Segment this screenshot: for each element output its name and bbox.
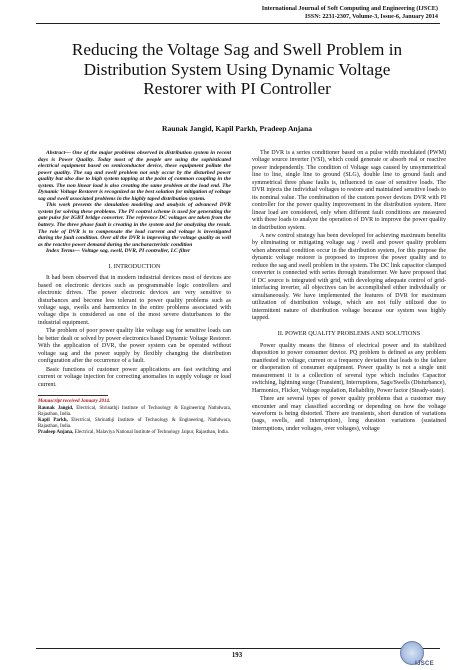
title-line-2: Distribution System Using Dynamic Voltage [83,59,391,79]
power-quality-paragraph-1: Power quality means the fitness of electrical power and its stabilized disposition to power consumer device. PQ problem is defined as any problem manifested in voltage, current or a frequency deviation that leads to the failure or disoperation of consumer equipment. Power quality is not a single unit measurement it is a collection of several type which includes Capacitor switching, lightning surge (Transient), Interruptions, Sags/Swells (Disturbance), Harmonics, Flicker, Voltage regulation, Reliability, Power factor (Steady-state). [252,342,446,394]
author-footnotes [38,399,231,437]
footnote-divider [38,395,108,396]
page-number: 193 [231,652,243,659]
footnote-author-3-affiliation: Electrical, Malaviya National Institute of Technology Jaipur, Rajasthan, India. [73,430,229,436]
right-column [252,150,446,434]
footnote-author-2-affiliation: Electrical, Shrinathji Institute of Technology & Engineering, Nathdwara, Rajasthan, India. [38,418,231,430]
footnote-author-2 [38,418,231,430]
abstract-paragraph-1: Abstract— One of the major problems observed in distribution system in recent days is Power Quality. Today most of the people are using the sophisticated electrical equipment based on semiconductor device, these equipment pollute the power quality. The sag and swell problem not only occur by the disturbed power quality but also due to high system tapping at the point of common coupling in the system. The non linear load is also creating the same problem at the load end. The Dynamic Voltage Restorer is recognized as the best solution for mitigation of voltage sag and swell associated problems in the highly taped distribution system. [38,150,231,202]
logo-text: IJSCE [415,661,434,667]
footnote-author-3-name: Pradeep Anjana, [38,430,74,436]
footnote-author-2-name: Kapil Parkh, [38,418,68,424]
footer-divider [36,648,440,649]
header-divider [36,23,440,24]
dvr-paragraph-1: The DVR is a series conditioner based on a pulse width modulated (PWM) voltage source inverter (VSI), which could generate or absorb real or reactive power independently. The condition of Voltage sags caused by unsymmetrical line to line, single line to ground (SLG), double line to ground fault and symmetrical three phase faults is, influenced in case of sensitive loads. The DVR injects the individual voltages to restore and maintained sensitive loads to its nominal value. The combination of the custom power devices DVR with PI controller for the power quality improvement in the distribution system. Here linear load are considered, only when different fault conditions are measured with these loads to analyze the operation of DVR to improve the power quality in distribution system. [252,150,446,231]
title-line-3: Restorer with PI Controller [143,79,331,98]
footnote-author-1-name: Raunak Jangid, [38,405,74,411]
journal-header [262,5,438,20]
journal-issn: ISSN: 2231-2307, Volume-3, Issue-6, January 2014 [304,12,438,20]
journal-name: International Journal of Soft Computing and Engineering (IJSCE) [261,5,438,12]
section-heading-introduction: I. INTRODUCTION [108,262,161,270]
paper-title [40,40,434,99]
index-terms: Index Terms— Voltage sag, swell, DVR, PI controller, LC filter [46,248,191,255]
author-list: Raunak Jangid, Kapil Parkh, Pradeep Anjana [161,124,312,133]
dvr-paragraph-2: A new control strategy has been developed for achieving maximum benefits by eliminating or mitigating voltage sag / swell and power quality problem when abnormal condition occur in the distribution system, for this purpose the dynamic voltage restorer is proposed to improve the power quality and to reduce the sag and swell problem in the system. The DC link capacitor clamped converter is connected with series through transformer. We have proposed that if DC source is integrated with grid, with developing adequate control of grid-interfacing inverter, all objectives can be accomplished either individually or simultaneously. We have implemented the features of DVR for maximum utilization of distribution voltage, which are not fully utilized due to intermittent nature of distribution voltage because our system was highly tapped. [252,232,446,321]
section-heading-power-quality: II. POWER QUALITY PROBLEMS AND SOLUTIONS [277,330,421,338]
intro-paragraph-1: It had been observed that in modern industrial devices most of devices are based on electronic devices such as programmable logic controllers and electronic drives. The power electronic devices are very sensitive to disturbances and become less tolerant to power quality problems such as voltage sags, swells and harmonics in the entire problems associated with voltage dips is considered as one of the most severe disturbances to the industrial equipment. [38,275,231,326]
journal-logo [382,641,436,668]
abstract-paragraph-2: This work presents the simulation modeling and analysis of advanced DVR system for solving these problems. The PI control scheme is used for generating the gate pulse for IGBT bridge converter. The reference DC voltages are taken from the battery. The three phase fault is creating in the system and for analyzing the result. The role of DVR is to compensate the load current and voltage is investigated during the fault condition. Over all the DVR is improving the voltage quality as well as the reactive power demand during the uncharacteristic condition [38,202,231,248]
left-column [38,150,231,436]
title-line-1: Reducing the Voltage Sag and Swell Problem in [71,40,403,59]
intro-paragraph-3: Basic functions of customer power applications are fast switching and current or voltage injection for correcting anomalies in supply voltage or load current. [38,366,231,388]
power-quality-paragraph-2: There are several types of power quality problems that a customer may encounter and may classified according or depending on how the voltage waveform is being distorted. There are transients, short duration of variations (sags, swells, and interruption), long duration variations (sustained interruptions, under voltages, over voltages), voltage [252,396,446,432]
footnote-author-1-affiliation: Electrical, Shrinathji Institute of Technology & Engineering Nathdwara, Rajasthan, India. [38,405,231,417]
intro-paragraph-2: The problem of poor power quality like voltage sag for sensitive loads can be better dealt or solved by power electronics based Dynamic Voltage Restorer. With the application of DVR, the power system can be operated without voltage sag and the power supply by flexibly changing the distribution configuration after the occurrence of a fault. [38,328,231,365]
footnote-author-1 [38,406,231,418]
footnote-author-3 [38,430,231,436]
abstract [38,150,231,255]
manuscript-received: Manuscript received January 2014. [38,398,111,404]
